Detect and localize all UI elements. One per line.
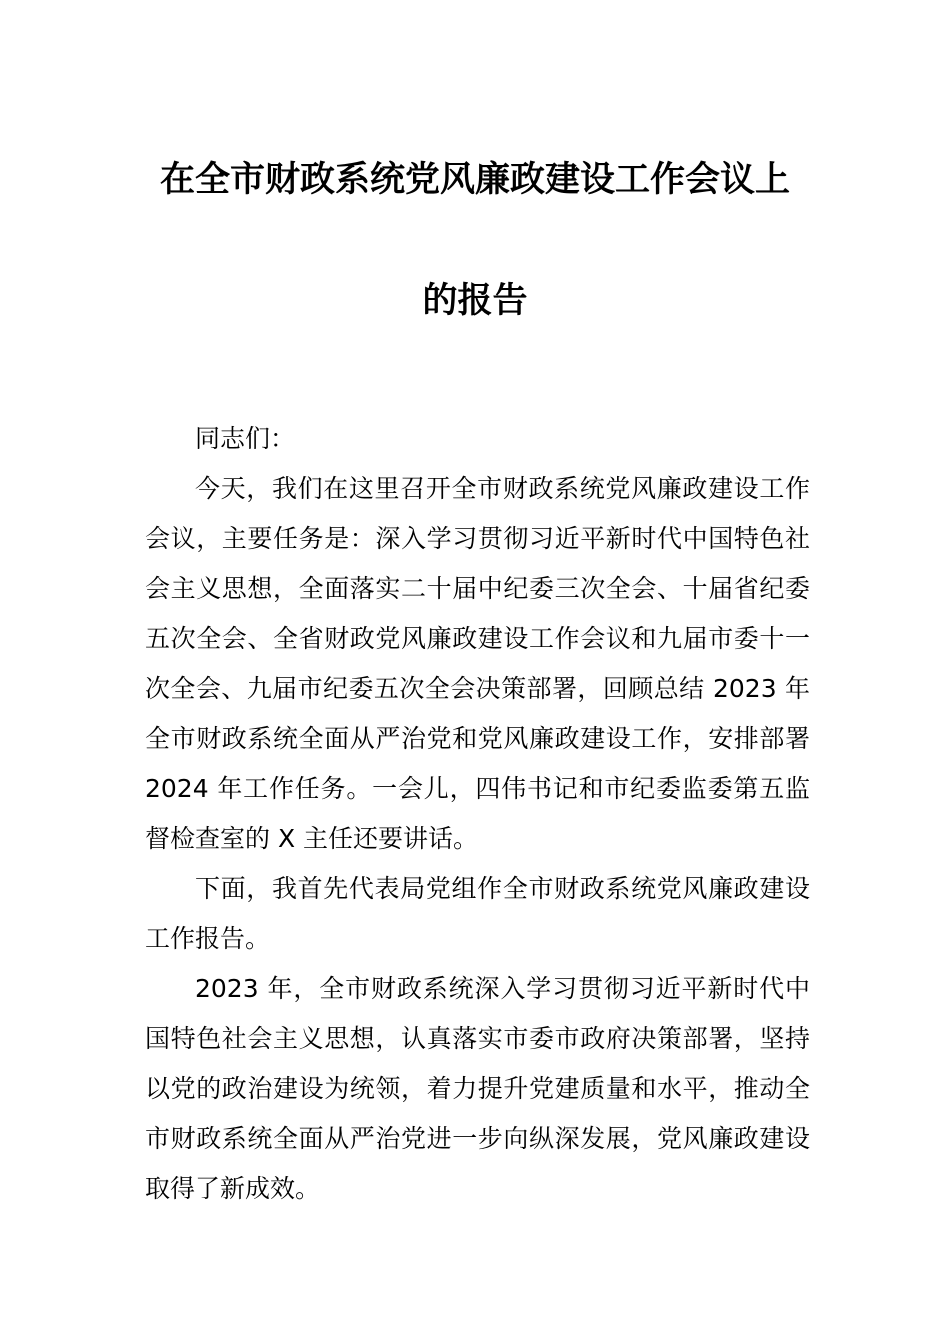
paragraph-2: 下面，我首先代表局党组作全市财政系统党风廉政建设工作报告。 — [145, 874, 810, 953]
document-body — [145, 414, 810, 1214]
paragraph-1: 今天，我们在这里召开全市财政系统党风廉政建设工作会议，主要任务是：深入学习贯彻习近平新时代中国特色社会主义思想，全面落实二十届中纪委三次全会、十届省纪委五次全会、全省财政党风廉政建设工作会议和九届市委十一次全会、九届市纪委五次全会决策部署，回顾总结 2023 年全市财政系统全面从严治党和党风廉政建设工作，安排部署 2024 年工作任务。一会儿，四伟书记和市纪委监委第五监督检查室的 X 主任还要讲话。 — [145, 474, 810, 853]
paragraph-3: 2023 年，全市财政系统深入学习贯彻习近平新时代中国特色社会主义思想，认真落实市委市政府决策部署，坚持以党的政治建设为统领，着力提升党建质量和水平，推动全市财政系统全面从严治党进一步向纵深发展，党风廉政建设取得了新成效。 — [145, 974, 810, 1203]
document-title-line-1: 在全市财政系统党风廉政建设工作会议上 — [159, 160, 790, 200]
document-title-line-2: 的报告 — [422, 281, 528, 321]
salutation: 同志们： — [195, 424, 296, 453]
